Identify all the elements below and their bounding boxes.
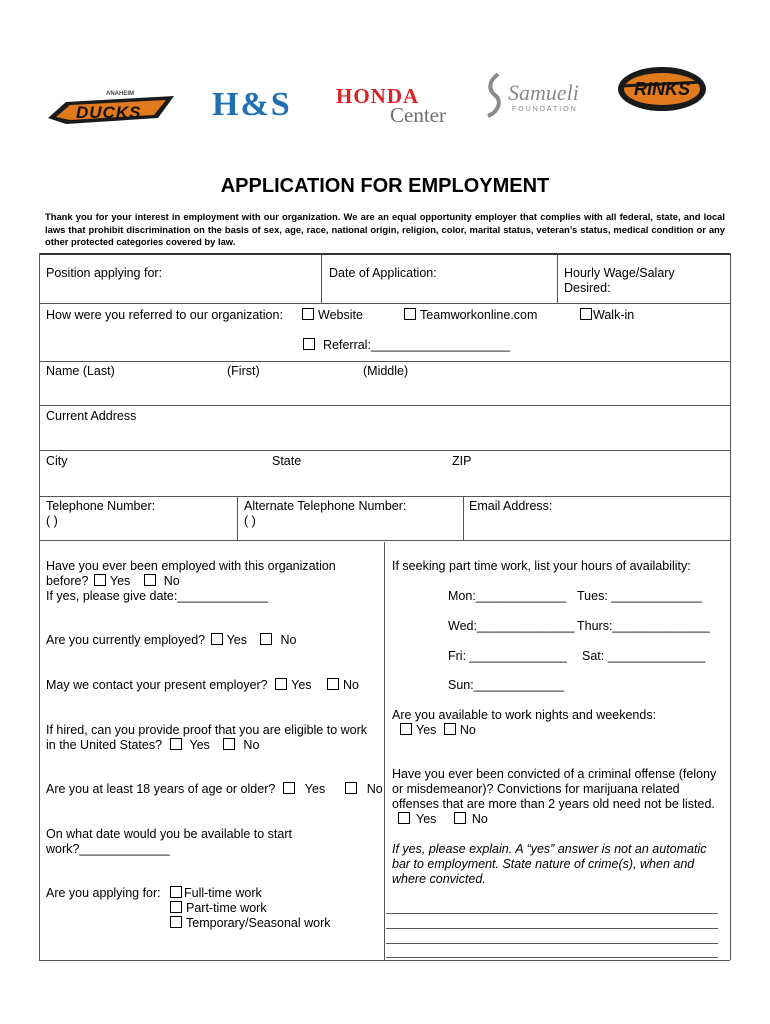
referral-checkbox[interactable] (303, 338, 315, 350)
samueli-foundation-text: FOUNDATION (512, 106, 578, 113)
center-wordmark: Center (390, 103, 446, 127)
date-of-application-label: Date of Application: (329, 266, 437, 280)
temp-label: Temporary/Seasonal work (186, 916, 331, 930)
fri-field[interactable]: Fri: ______________ (448, 649, 567, 663)
eligible-work-yes-checkbox[interactable] (170, 738, 182, 750)
eligible-work-line2 (46, 738, 259, 753)
explain-answer-line-4[interactable] (386, 957, 718, 958)
explain-line1: If yes, please explain. A “yes” answer is not an automatic (392, 842, 707, 856)
mon-field[interactable]: Mon:_____________ (448, 589, 567, 603)
samueli-wordmark: Samueli (508, 80, 579, 105)
divider-phone-alt (237, 496, 238, 540)
explain-answer-line-1[interactable] (386, 913, 718, 914)
zip-label: ZIP (452, 454, 472, 468)
row-line-4 (39, 450, 730, 451)
currently-employed-yes-checkbox[interactable] (211, 633, 223, 645)
nights-no-checkbox[interactable] (444, 723, 456, 735)
nights-yes-checkbox[interactable] (400, 723, 412, 735)
tues-field[interactable]: Tues: _____________ (577, 589, 702, 603)
fulltime-option[interactable] (170, 886, 262, 901)
wed-field[interactable]: Wed:______________ (448, 619, 575, 633)
age-question-text: Are you at least 18 years of age or older? (46, 782, 276, 796)
employed-before-date: If yes, please give date:_____________ (46, 589, 268, 603)
criminal-yes-checkbox[interactable] (398, 812, 410, 824)
age-yes-checkbox[interactable] (283, 782, 295, 794)
website-option[interactable] (302, 308, 363, 323)
website-label: Website (318, 308, 363, 322)
rinks-wordmark: RINKS (634, 79, 691, 99)
name-last-label: Name (Last) (46, 364, 115, 378)
hours-availability-label: If seeking part time work, list your hours of availability: (392, 559, 691, 573)
parttime-label: Part-time work (186, 901, 267, 915)
phone-label: Telephone Number: (46, 499, 156, 513)
referral-label: Referral:____________________ (323, 338, 510, 352)
no-label: No (163, 574, 180, 588)
temp-checkbox[interactable] (170, 916, 182, 928)
alt-phone-area-code: ( ) (244, 514, 256, 528)
walkin-label: Walk-in (593, 308, 635, 322)
form-right-border (730, 253, 731, 960)
thurs-field[interactable]: Thurs:______________ (577, 619, 710, 633)
contact-employer-no-checkbox[interactable] (327, 678, 339, 690)
intro-paragraph: Thank you for your interest in employment with our organization. We are an equal opportunity employer that complies with all federal, state, and local laws that prohibit discrimination on the basis of sex, age, race, national origin, religion, color, marital status, veteran’s status, medical condition or any other protected categories covered by law. (45, 211, 725, 247)
yes-label: Yes (226, 633, 247, 647)
hs-logo (212, 86, 307, 126)
employed-before-yes-checkbox[interactable] (94, 574, 106, 586)
currently-employed-question (46, 633, 296, 648)
divider-alt-email (463, 496, 464, 540)
ducks-anaheim-text: ANAHEIM (106, 91, 134, 97)
age-question (46, 782, 383, 797)
eligible-work-question: If hired, can you provide proof that you are eligible to work (46, 723, 368, 737)
anaheim-ducks-logo (46, 88, 176, 128)
explain-line2: bar to employment. State nature of crime(s), when and (392, 857, 695, 871)
before-text: before? (46, 574, 89, 588)
page-title: APPLICATION FOR EMPLOYMENT (220, 175, 550, 197)
currently-employed-text: Are you currently employed? (46, 633, 206, 647)
email-label: Email Address: (469, 499, 553, 513)
honda-center-logo (336, 84, 461, 126)
nights-weekends-options (400, 723, 476, 738)
explain-answer-line-2[interactable] (386, 928, 718, 929)
start-date-question: On what date would you be available to start (46, 827, 292, 841)
criminal-question-line2: or misdemeanor)? Convictions for marijuana related (392, 782, 680, 796)
parttime-option[interactable] (170, 901, 267, 916)
yes-label: Yes (416, 812, 437, 826)
explain-answer-line-3[interactable] (386, 943, 718, 944)
walkin-option[interactable] (580, 308, 634, 323)
no-label: No (243, 738, 260, 752)
row-line-5 (39, 496, 730, 497)
currently-employed-no-checkbox[interactable] (260, 633, 272, 645)
yes-label: Yes (291, 678, 312, 692)
form-left-border (39, 253, 40, 960)
eligible-work-no-checkbox[interactable] (223, 738, 235, 750)
rinks-logo (614, 64, 709, 114)
no-label: No (366, 782, 383, 796)
contact-employer-question (46, 678, 359, 693)
eligible-work-text: in the United States? (46, 738, 163, 752)
walkin-checkbox[interactable] (580, 308, 592, 320)
form-top-border (39, 253, 730, 255)
ducks-wordmark: DUCKS (76, 103, 142, 122)
employed-before-question: Have you ever been employed with this organization (46, 559, 336, 573)
yes-label: Yes (109, 574, 131, 588)
criminal-question-line3: offenses that are more than 2 years old need not be listed. (392, 797, 715, 811)
row-line-6 (39, 540, 730, 541)
applying-for-label: Are you applying for: (46, 886, 161, 900)
referral-option[interactable] (303, 338, 510, 353)
sat-field[interactable]: Sat: ______________ (582, 649, 706, 663)
divider-position-date (321, 254, 322, 303)
name-middle-label: (Middle) (363, 364, 409, 378)
yes-label: Yes (416, 723, 437, 737)
contact-employer-text: May we contact your present employer? (46, 678, 268, 692)
criminal-options (398, 812, 488, 827)
nights-weekends-question: Are you available to work nights and weekends: (392, 708, 657, 722)
wage-label-line1: Hourly Wage/Salary (564, 266, 675, 280)
samueli-swirl-icon (484, 72, 506, 118)
row-line-2 (39, 361, 730, 362)
age-no-checkbox[interactable] (345, 782, 357, 794)
fulltime-checkbox[interactable] (170, 886, 182, 898)
yes-label: Yes (304, 782, 326, 796)
temp-option[interactable] (170, 916, 331, 931)
criminal-question-line1: Have you ever been convicted of a criminal offense (felony (392, 767, 717, 781)
honda-wordmark: HONDA (336, 84, 420, 108)
employed-before-line2 (46, 574, 180, 589)
name-first-label: (First) (227, 364, 260, 378)
no-label: No (280, 633, 297, 647)
divider-left-right (384, 542, 385, 960)
samueli-foundation-logo (484, 72, 589, 120)
contact-employer-yes-checkbox[interactable] (275, 678, 287, 690)
teamwork-checkbox[interactable] (404, 308, 416, 320)
city-label: City (46, 454, 68, 468)
sun-field[interactable]: Sun:_____________ (448, 678, 565, 692)
phone-area-code: ( ) (46, 514, 58, 528)
start-date-line2: work?_____________ (46, 842, 170, 856)
criminal-no-checkbox[interactable] (454, 812, 466, 824)
teamwork-label: Teamworkonline.com (420, 308, 538, 322)
form-bottom-border (39, 960, 730, 961)
fulltime-label: Full-time work (184, 886, 262, 900)
parttime-checkbox[interactable] (170, 901, 182, 913)
explain-line3: where convicted. (392, 872, 486, 886)
yes-label: Yes (189, 738, 210, 752)
website-checkbox[interactable] (302, 308, 314, 320)
hs-wordmark: H&S (212, 86, 292, 123)
position-label: Position applying for: (46, 266, 163, 280)
referred-label: How were you referred to our organization: (46, 308, 283, 322)
employed-before-no-checkbox[interactable] (144, 574, 156, 586)
teamwork-option[interactable] (404, 308, 537, 323)
no-label: No (471, 812, 488, 826)
row-line-1 (39, 303, 730, 304)
address-label: Current Address (46, 409, 137, 423)
wage-label-line2: Desired: (564, 281, 611, 295)
state-label: State (272, 454, 302, 468)
no-label: No (459, 723, 476, 737)
divider-date-wage (557, 254, 558, 303)
no-label: No (343, 678, 359, 692)
alt-phone-label: Alternate Telephone Number: (244, 499, 407, 513)
row-line-3 (39, 405, 730, 406)
